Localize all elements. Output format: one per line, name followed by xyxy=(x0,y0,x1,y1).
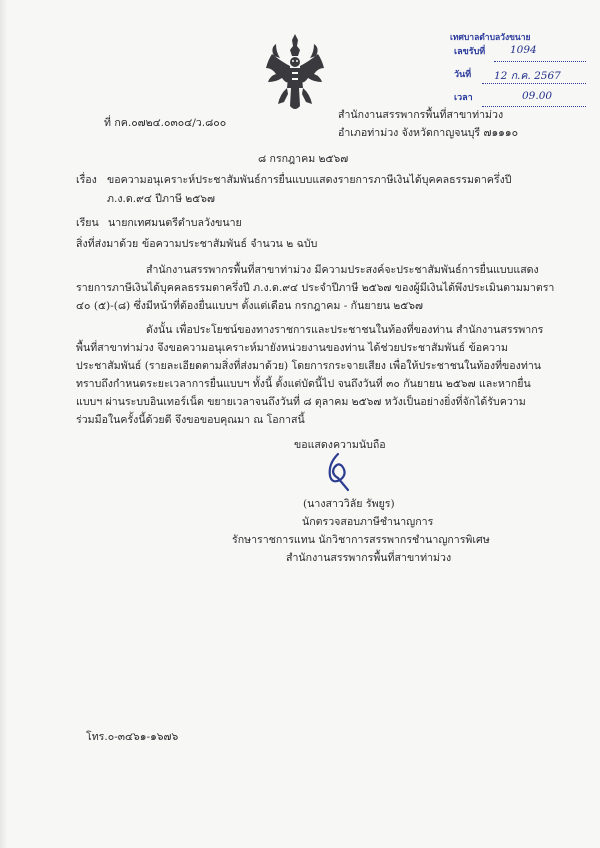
subject-line-1: ขอความอนุเคราะห์ประชาสัมพันธ์การยื่นแบบแสดงรายการภาษีเงินได้บุคคลธรรมดาครึ่งปี xyxy=(107,174,512,186)
recipient: นายกเทศมนตรีตำบลวังขนาย xyxy=(108,217,242,229)
body-para1-line2: รายการภาษีเงินได้บุคคลธรรมดาครึ่งปี ภ.ง.ด.๙๔ ประจำปีภาษี ๒๕๖๗ ของผู้มีเงินได้พึงประเมินตามมาตรา xyxy=(76,282,555,294)
phone-number: โทร.๐-๓๔๖๑-๑๖๗๖ xyxy=(86,731,179,743)
enclosure-label: สิ่งที่ส่งมาด้วย xyxy=(76,238,139,250)
enclosure-value: ข้อความประชาสัมพันธ์ จำนวน ๒ ฉบับ xyxy=(142,238,318,250)
stamp-time-label: เวลา xyxy=(454,93,473,103)
stamp-line xyxy=(494,60,586,62)
garuda-emblem-icon xyxy=(262,32,328,114)
reference-number: ที่ กค.๐๗๒๔.๐๓๐๔/ว.๘๐๐ xyxy=(104,117,227,129)
salutation-label: เรียน xyxy=(76,217,99,229)
document-date: ๘ กรกฎาคม ๒๕๖๗ xyxy=(258,153,349,165)
subject-label: เรื่อง xyxy=(76,174,97,186)
subject-line-2: ภ.ง.ด.๙๔ ปีภาษี ๒๕๖๗ xyxy=(107,193,215,205)
signer-position: นักตรวจสอบภาษีชำนาญการ xyxy=(302,516,434,528)
body-para2-line1: ดังนั้น เพื่อประโยชน์ของทางราชการและประชาชนในท้องที่ของท่าน สำนักงานสรรพากร xyxy=(146,324,544,336)
body-para1-line3: ๔๐ (๕)-(๘) ซึ่งมีหน้าที่ต้องยื่นแบบฯ ตั้งแต่เดือน กรกฎาคม - กันยายน ๒๕๖๗ xyxy=(76,300,423,312)
office-name: สำนักงานสรรพากรพื้นที่สาขาท่าม่วง xyxy=(338,109,504,121)
stamp-received-label: เลขรับที่ xyxy=(454,47,486,57)
signer-name: (นางสาววิลัย รัพยูร) xyxy=(303,498,395,510)
handwritten-signature xyxy=(318,450,358,492)
stamp-time-value: 09.00 xyxy=(522,90,553,102)
stamp-date-value: 12 ก.ค. 2567 xyxy=(494,70,561,82)
body-para2-line3: ประชาสัมพันธ์ (รายละเอียดตามสิ่งที่ส่งมาด้วย) โดยการกระจายเสียง เพื่อให้ประชาชนในท้องที่ของท่าน xyxy=(76,360,542,372)
signer-acting-position: รักษาราชการแทน นักวิชาการสรรพากรชำนาญการพิเศษ xyxy=(232,534,490,546)
office-address: อำเภอท่าม่วง จังหวัดกาญจนบุรี ๗๑๑๑๐ xyxy=(338,127,519,139)
body-para2-line4: ทราบถึงกำหนดระยะเวลาการยื่นแบบฯ ทั้งนี้ ตั้งแต่บัดนี้ไป จนถึงวันที่ ๓๐ กันยายน ๒๕๖๗ และหากยื่น xyxy=(76,378,531,390)
body-para1-line1: สำนักงานสรรพากรพื้นที่สาขาท่าม่วง มีความประสงค์จะประชาสัมพันธ์การยื่นแบบแสดง xyxy=(146,264,539,276)
stamp-received-no: 1094 xyxy=(510,44,537,56)
stamp-date-label: วันที่ xyxy=(454,70,472,80)
scan-shadow xyxy=(0,0,8,848)
stamp-line xyxy=(482,105,586,107)
body-para2-line5: แบบฯ ผ่านระบบอินเทอร์เน็ต ขยายเวลาจนถึงวันที่ ๘ ตุลาคม ๒๕๖๗ หวังเป็นอย่างยิ่งที่จักได้รับความ xyxy=(76,396,526,408)
body-para2-line6: ร่วมมือในครั้งนี้ด้วยดี จึงขอขอบคุณมา ณ โอกาสนี้ xyxy=(76,414,305,426)
closing: ขอแสดงความนับถือ xyxy=(294,439,386,451)
stamp-header: เทศบาลตำบลวังขนาย xyxy=(450,33,531,43)
receipt-stamp xyxy=(446,30,596,116)
signer-office: สำนักงานสรรพากรพื้นที่สาขาท่าม่วง xyxy=(286,552,452,564)
body-para2-line2: พื้นที่สาขาท่าม่วง จึงขอความอนุเคราะห์มายังหน่วยงานของท่าน ได้ช่วยประชาสัมพันธ์ ข้อความ xyxy=(76,342,509,354)
